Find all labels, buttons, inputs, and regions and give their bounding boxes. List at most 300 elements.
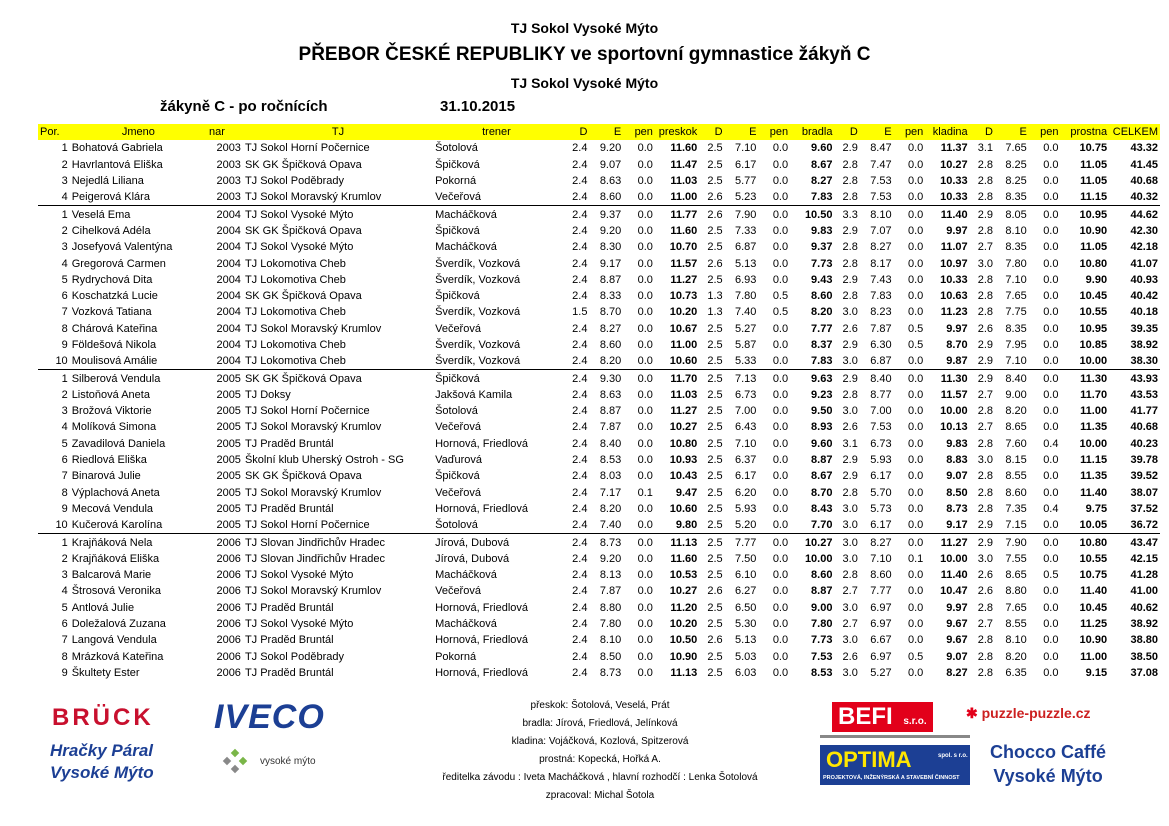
table-row: [38, 632, 1160, 648]
col-beam-pen-cell: 0.0: [894, 206, 926, 223]
col-bars-e-cell: 5.87: [735, 339, 757, 351]
col-club-cell: SK GK Špičková Opava: [243, 370, 433, 387]
col-vault-pen-cell: 0.0: [637, 569, 653, 582]
col-overall-total-cell: 43.93: [1109, 370, 1160, 387]
col-bars-total-cell: 8.67: [811, 470, 833, 483]
col-vault-d-cell: 2.4: [572, 257, 588, 270]
col-coach-cell: Šverdík, Vozková: [435, 273, 521, 286]
judges-beam: kladina: Vojáčková, Kozlová, Spitzerová: [511, 736, 689, 747]
col-floor-d-cell: 3.0: [977, 257, 993, 270]
col-vault-total-cell: 10.27: [669, 421, 698, 434]
table-row: [38, 583, 1160, 599]
col-bars-pen-cell: 0.0: [772, 388, 789, 401]
col-bars-d-cell: 2.5: [707, 158, 723, 171]
col-overall-total-cell: 40.18: [1130, 306, 1158, 319]
col-club-cell: TJ Sokol Moravský Krumlov: [244, 421, 382, 434]
col-vault-d-cell: 2.4: [572, 618, 588, 631]
col-birth-year-cell: 2006: [216, 569, 241, 582]
col-bars-e-cell: 6.43: [735, 421, 757, 434]
col-floor-total-cell: 10.80: [1079, 257, 1108, 270]
diamond-pattern-icon: [218, 748, 258, 778]
col-rank-cell: 3: [61, 405, 68, 418]
col-vault-d-cell: 2.4: [572, 158, 588, 171]
table-row: [38, 419, 1160, 435]
col-vault-total-cell: 11.77: [655, 206, 699, 223]
col-beam-e-cell: 7.53: [870, 175, 892, 188]
col-beam-d-cell: 3.0: [842, 355, 858, 368]
col-vault-e-cell: 8.27: [599, 322, 622, 335]
col-rank-cell: 2: [61, 158, 68, 171]
col-bars-total-cell: 9.63: [790, 370, 834, 387]
col-bars-e-cell: 7.40: [735, 306, 757, 319]
col-bars-d-cell: 2.5: [699, 534, 724, 551]
col-floor-d-cell: 2.6: [977, 569, 993, 582]
col-floor-total-cell: 11.00: [1080, 405, 1108, 418]
col-floor-d-cell: 2.9: [970, 206, 995, 223]
col-vault-pen-cell: 0.0: [637, 502, 653, 515]
puzzle-logo: [966, 705, 1091, 722]
col-bars-total-cell: 9.83: [811, 224, 833, 237]
puzzle-piece-icon: ✱: [966, 705, 978, 721]
col-beam-d-cell: 3.0: [842, 519, 858, 532]
col-birth-year-cell: 2004: [216, 273, 241, 286]
col-bars-e-cell: 6.73: [735, 388, 757, 401]
table-row: [38, 567, 1160, 583]
col-bars-d-cell: 2.6: [707, 191, 723, 204]
col-club-cell: TJ Slovan Jindřichův Hradec: [244, 552, 385, 565]
hracky-line-1: Hračky Páral: [50, 741, 154, 760]
col-bars-total-cell: 7.53: [811, 650, 833, 663]
col-vault-pen-cell: 0.0: [637, 290, 653, 303]
col-overall-total-cell: 40.62: [1130, 601, 1158, 614]
col-floor-total-cell: 11.15: [1080, 191, 1108, 204]
col-vault-e-cell: 8.53: [599, 454, 622, 467]
befi-logo: [832, 702, 933, 732]
col-birth-year-cell: 2004: [216, 224, 241, 237]
table-row: [38, 403, 1160, 419]
col-beam-e-cell: 5.93: [870, 454, 892, 467]
col-bars-e-cell: 6.37: [735, 454, 757, 467]
col-floor-e-cell: 8.10: [1005, 634, 1027, 647]
col-birth-year-cell: 2006: [216, 601, 241, 614]
col-vault-pen-cell: 0.0: [637, 585, 653, 598]
col-vault-pen-cell: 0.0: [637, 618, 653, 631]
col-floor-total-cell: 11.00: [1080, 650, 1108, 663]
col-floor-total-cell: 10.90: [1079, 224, 1108, 237]
col-beam-d-header: D: [834, 124, 859, 140]
col-club-cell: TJ Praděd Bruntál: [244, 502, 334, 515]
col-vault-e-cell: 9.37: [589, 206, 623, 223]
col-floor-e-cell: 9.00: [1005, 388, 1027, 401]
col-beam-total-cell: 8.70: [946, 339, 968, 351]
col-floor-pen-cell: 0.0: [1043, 191, 1059, 204]
col-vault-d-cell: 2.4: [572, 322, 588, 335]
col-bars-e-cell: 5.03: [735, 650, 757, 663]
col-vault-d-cell: 2.4: [572, 290, 588, 303]
col-vault-e-cell: 8.87: [599, 273, 622, 286]
col-beam-e-cell: 7.53: [870, 191, 892, 204]
col-name-cell: Brožová Viktorie: [71, 405, 152, 418]
col-beam-e-cell: 6.97: [870, 650, 892, 663]
col-birth-year-cell: 2003: [216, 158, 241, 171]
col-floor-total-cell: 11.40: [1080, 585, 1108, 598]
table-row: [38, 353, 1160, 370]
col-birth-year-cell: 2006: [216, 585, 241, 598]
col-bars-total-cell: 8.53: [811, 666, 833, 679]
col-floor-e-cell: 8.40: [995, 370, 1029, 387]
col-bars-pen-cell: 0.0: [772, 601, 789, 614]
col-floor-total-cell: 9.15: [1085, 666, 1108, 679]
col-name-cell: Peigerová Klára: [71, 191, 150, 204]
col-beam-e-cell: 6.97: [870, 601, 892, 614]
col-vault-pen-cell: 0.0: [637, 142, 653, 155]
judges-bars: bradla: Jírová, Friedlová, Jelínková: [522, 718, 678, 729]
col-bars-pen-cell: 0.0: [772, 355, 789, 368]
col-club-cell: TJ Sokol Horní Počernice: [244, 519, 370, 532]
col-vault-pen-cell: 0.0: [637, 175, 653, 188]
col-rank-cell: 10: [55, 355, 68, 368]
col-name-cell: Nejedlá Liliana: [71, 175, 144, 188]
col-name-cell: Binarová Julie: [71, 470, 141, 483]
col-beam-pen-header: pen: [894, 124, 926, 140]
col-rank-cell: 1: [38, 534, 70, 551]
col-name-cell: Gregorová Carmen: [71, 257, 166, 270]
col-beam-total-cell: 10.27: [940, 158, 968, 171]
befi-suffix: s.r.o.: [903, 716, 927, 727]
col-birth-year-cell: 2005: [216, 405, 241, 418]
col-floor-d-cell: 2.7: [977, 421, 993, 434]
col-floor-pen-cell: 0.0: [1043, 322, 1059, 335]
col-coach-cell: Špičková: [435, 470, 480, 483]
col-floor-total-cell: 11.25: [1080, 618, 1108, 631]
col-beam-total-cell: 8.83: [946, 454, 968, 467]
table-row: [38, 370, 1160, 387]
col-bars-pen-cell: 0.0: [772, 634, 789, 647]
col-coach-cell: Macháčková: [435, 618, 497, 631]
col-floor-pen-cell: 0.0: [1043, 618, 1059, 631]
col-bars-pen-cell: 0.5: [772, 290, 789, 303]
col-floor-pen-cell: 0.0: [1029, 370, 1061, 387]
col-bars-e-cell: 7.00: [735, 405, 757, 418]
col-floor-pen-cell: 0.0: [1043, 158, 1059, 171]
col-coach-cell: Hornová, Friedlová: [435, 601, 529, 614]
col-bars-total-cell: 8.20: [811, 306, 833, 319]
col-vault-e-cell: 8.63: [599, 388, 622, 401]
col-floor-pen-cell: 0.0: [1043, 454, 1059, 467]
col-overall-total-cell: 39.78: [1130, 454, 1158, 467]
col-bars-pen-cell: 0.0: [772, 552, 789, 565]
col-birth-year-cell: 2005: [216, 421, 241, 434]
col-floor-e-cell: 7.75: [1005, 306, 1027, 319]
results-body: [38, 140, 1160, 681]
col-vault-d-cell: 2.4: [572, 552, 588, 565]
judges-floor: prostná: Kopecká, Hořká A.: [539, 754, 661, 765]
col-floor-pen-cell: 0.0: [1043, 142, 1059, 155]
col-rank-cell: 1: [38, 206, 70, 223]
col-beam-e-cell: 7.87: [870, 322, 892, 335]
col-beam-d-cell: 3.0: [842, 601, 858, 614]
col-beam-e-cell: 6.30: [870, 339, 892, 351]
col-floor-d-cell: 3.1: [977, 142, 993, 155]
col-beam-total-cell: 11.40: [925, 206, 969, 223]
col-beam-e-cell: 7.07: [870, 224, 892, 237]
col-floor-e-cell: 8.55: [1005, 470, 1027, 483]
col-birth-year-cell: 2006: [207, 534, 243, 551]
col-floor-e-cell: 8.20: [1005, 650, 1027, 663]
col-bars-d-cell: 2.5: [707, 601, 723, 614]
col-vault-e-cell: 8.13: [599, 569, 622, 582]
col-bars-d-cell: 2.5: [707, 486, 723, 499]
col-birth-year-cell: 2006: [216, 552, 241, 565]
col-floor-pen-cell: 0.0: [1043, 405, 1059, 418]
col-beam-total-cell: 8.73: [946, 502, 968, 515]
col-overall-total-cell: 43.53: [1130, 388, 1158, 401]
col-rank-cell: 2: [61, 388, 68, 401]
col-club-cell: Školní klub Uherský Ostroh - SG: [244, 454, 404, 467]
col-bars-total-cell: 8.70: [811, 486, 833, 499]
col-overall-total-cell: 44.62: [1109, 206, 1160, 223]
col-floor-e-cell: 7.15: [1005, 519, 1027, 532]
col-rank-cell: 5: [61, 601, 68, 614]
table-row: [38, 600, 1160, 616]
col-floor-e-cell: 7.65: [1005, 142, 1027, 155]
col-floor-e-cell: 7.80: [1005, 257, 1027, 270]
col-floor-e-cell: 8.80: [1005, 585, 1027, 598]
col-beam-d-cell: 3.0: [842, 666, 858, 679]
col-vault-total-cell: 10.53: [669, 569, 698, 582]
col-floor-pen-cell: 0.0: [1043, 601, 1059, 614]
col-floor-pen-cell: 0.0: [1043, 306, 1059, 319]
col-vault-total-cell: 10.27: [669, 585, 698, 598]
col-vault-pen-cell: 0.0: [637, 470, 653, 483]
col-beam-d-cell: 2.8: [842, 388, 858, 401]
col-bars-e-cell: 5.23: [735, 191, 757, 204]
col-beam-pen-cell: 0.0: [908, 421, 924, 434]
col-beam-total-cell: 11.37: [940, 142, 968, 155]
col-name-cell: Chárová Kateřina: [71, 322, 158, 335]
col-vault-e-cell: 8.03: [599, 470, 622, 483]
col-beam-d-cell: 3.3: [834, 206, 859, 223]
col-beam-pen-cell: 0.0: [908, 388, 924, 401]
col-bars-d-cell: 2.5: [707, 666, 723, 679]
col-floor-d-cell: 2.9: [977, 339, 993, 351]
col-floor-pen-cell: 0.0: [1043, 519, 1059, 532]
col-bars-e-cell: 6.17: [735, 470, 757, 483]
col-bars-pen-cell: 0.0: [772, 666, 789, 679]
col-floor-d-cell: 2.9: [977, 355, 993, 368]
col-floor-d-cell: 2.8: [977, 634, 993, 647]
col-vault-d-cell: 2.4: [572, 585, 588, 598]
col-vault-pen-cell: 0.0: [637, 405, 653, 418]
col-vault-pen-cell: 0.0: [637, 437, 653, 450]
col-floor-pen-cell: 0.0: [1043, 634, 1059, 647]
col-beam-pen-cell: 0.5: [908, 650, 924, 663]
col-name-cell: Rydrychová Dita: [71, 273, 153, 286]
col-beam-d-cell: 2.6: [842, 650, 858, 663]
col-floor-pen-cell: 0.4: [1043, 502, 1059, 515]
col-rank-cell: 10: [55, 519, 68, 532]
col-vault-pen-cell: 0.0: [623, 206, 655, 223]
col-beam-d-cell: 3.1: [842, 437, 858, 450]
col-floor-d-cell: 2.6: [977, 585, 993, 598]
col-club-cell: TJ Praděd Bruntál: [244, 437, 334, 450]
col-vault-d-cell: 2.4: [572, 241, 588, 254]
col-club-cell: TJ Sokol Horní Počernice: [244, 142, 370, 155]
col-rank-header: Por.: [38, 124, 70, 140]
col-floor-d-cell: 2.7: [977, 388, 993, 401]
col-birth-year-cell: 2004: [216, 322, 241, 335]
col-overall-total-cell: 41.77: [1130, 405, 1158, 418]
col-floor-e-cell: 8.65: [1005, 421, 1027, 434]
col-rank-cell: 7: [61, 634, 68, 647]
col-vault-e-cell: 9.30: [589, 370, 623, 387]
col-bars-total-cell: 8.27: [811, 175, 833, 188]
col-bars-pen-cell: 0.0: [758, 370, 790, 387]
col-floor-total-cell: 11.30: [1060, 370, 1109, 387]
col-beam-total-cell: 9.97: [946, 224, 968, 237]
col-beam-d-cell: 2.9: [842, 339, 858, 351]
col-beam-e-cell: 6.97: [870, 618, 892, 631]
col-bars-e-cell: 7.50: [735, 552, 757, 565]
col-beam-pen-cell: 0.0: [908, 241, 924, 254]
col-rank-cell: 8: [61, 486, 68, 499]
col-beam-d-cell: 2.6: [842, 322, 858, 335]
col-coach-cell: Pokorná: [435, 650, 477, 663]
col-bars-d-cell: 2.5: [707, 355, 723, 368]
col-floor-total-cell: 10.55: [1079, 306, 1108, 319]
col-vault-e-cell: 8.80: [599, 601, 622, 614]
col-vault-d-cell: 2.4: [560, 370, 590, 387]
col-bars-total-cell: 9.43: [811, 273, 833, 286]
col-floor-e-cell: 7.60: [1005, 437, 1027, 450]
col-bars-total-cell: 8.87: [811, 454, 833, 467]
col-birth-year-cell: 2006: [216, 634, 241, 647]
col-vault-d-cell: 2.4: [572, 601, 588, 614]
col-overall-total-cell: 38.92: [1130, 618, 1158, 631]
col-floor-pen-cell: 0.0: [1043, 650, 1059, 663]
col-club-cell: TJ Sokol Vysoké Mýto: [244, 618, 354, 631]
col-name-cell: Vozková Tatiana: [71, 306, 152, 319]
col-beam-total-header: kladina: [925, 124, 969, 140]
col-beam-d-cell: 3.0: [842, 306, 858, 319]
col-vault-total-cell: 11.27: [670, 405, 698, 418]
col-beam-pen-cell: 0.0: [908, 355, 924, 368]
col-beam-total-cell: 10.13: [940, 421, 968, 434]
col-bars-e-cell: 7.77: [725, 534, 759, 551]
col-name-cell: Štrosová Veronika: [71, 585, 161, 598]
col-beam-pen-cell: 0.0: [908, 142, 924, 155]
col-beam-d-cell: 2.9: [842, 454, 858, 467]
col-coach-cell: Macháčková: [435, 241, 497, 254]
table-row: [38, 239, 1160, 255]
col-floor-e-cell: 8.60: [1005, 486, 1027, 499]
table-row: [38, 157, 1160, 173]
col-floor-d-cell: 2.8: [977, 306, 993, 319]
col-bars-pen-cell: 0.0: [772, 569, 789, 582]
col-beam-d-cell: 3.0: [842, 552, 858, 565]
col-rank-cell: 4: [61, 585, 68, 598]
col-bars-pen-cell: 0.0: [772, 405, 789, 418]
col-vault-total-cell: 10.60: [669, 502, 698, 515]
col-beam-e-cell: 8.27: [860, 534, 894, 551]
col-bars-pen-cell: 0.0: [758, 534, 790, 551]
col-vault-d-cell: 2.4: [572, 454, 588, 467]
col-floor-d-cell: 2.8: [977, 191, 993, 204]
col-bars-d-cell: 2.5: [707, 552, 723, 565]
col-vault-total-cell: 11.03: [670, 388, 698, 401]
col-floor-e-cell: 7.90: [995, 534, 1029, 551]
table-row: [38, 321, 1160, 337]
col-vault-d-cell: 2.4: [572, 569, 588, 582]
col-floor-total-cell: 10.85: [1079, 339, 1108, 351]
col-rank-cell: 1: [61, 142, 68, 155]
vysoke-myto-logo: [218, 748, 368, 778]
col-beam-pen-cell: 0.0: [908, 470, 924, 483]
col-coach-cell: Pokorná: [435, 175, 477, 188]
col-vault-e-cell: 8.70: [599, 306, 622, 319]
col-vault-pen-cell: 0.0: [637, 322, 653, 335]
col-beam-pen-cell: 0.0: [908, 618, 924, 631]
col-birth-year-cell: 2004: [216, 339, 241, 351]
col-overall-total-cell: 38.07: [1130, 486, 1158, 499]
col-vault-e-cell: 8.87: [599, 405, 622, 418]
col-rank-cell: 8: [61, 650, 68, 663]
col-overall-total-cell: 42.15: [1130, 552, 1158, 565]
col-bars-pen-cell: 0.0: [772, 519, 789, 532]
judges-vault: přeskok: Šotolová, Veselá, Prát: [530, 700, 670, 711]
col-bars-d-cell: 2.6: [699, 206, 724, 223]
col-vault-total-cell: 10.73: [669, 290, 698, 303]
col-floor-total-cell: 9.75: [1085, 502, 1108, 515]
col-overall-total-cell: 38.80: [1130, 634, 1158, 647]
col-bars-e-cell: 5.93: [735, 502, 757, 515]
col-bars-pen-cell: 0.0: [772, 585, 789, 598]
col-club-cell: TJ Doksy: [244, 388, 291, 401]
col-bars-pen-cell: 0.0: [772, 650, 789, 663]
col-beam-total-cell: 8.27: [946, 666, 968, 679]
col-floor-d-cell: 2.9: [970, 534, 995, 551]
officials-line: ředitelka závodu : Iveta Macháčková , hlavní rozhodčí : Lenka Šotolová: [442, 772, 758, 783]
col-beam-total-cell: 10.33: [940, 191, 968, 204]
col-vault-total-cell: 11.00: [670, 339, 698, 351]
col-floor-total-cell: 11.15: [1080, 454, 1108, 467]
col-floor-total-cell: 10.05: [1079, 519, 1108, 532]
col-bars-pen-cell: 0.0: [772, 618, 789, 631]
col-overall-total-cell: 38.92: [1130, 339, 1158, 351]
col-vault-d-cell: 2.4: [572, 405, 588, 418]
col-floor-e-cell: 8.20: [1005, 405, 1027, 418]
col-beam-e-cell: 8.40: [860, 370, 894, 387]
col-bars-e-cell: 5.13: [735, 257, 757, 270]
col-vault-e-cell: 8.30: [599, 241, 622, 254]
col-vault-e-cell: 7.17: [599, 486, 622, 499]
col-bars-e-cell: 7.33: [735, 224, 757, 237]
col-floor-pen-cell: 0.0: [1043, 241, 1059, 254]
col-club-header: TJ: [243, 124, 433, 140]
col-name-cell: Josefyová Valentýna: [71, 241, 173, 254]
col-beam-total-cell: 11.23: [940, 306, 968, 319]
col-club-cell: TJ Sokol Poděbrady: [244, 175, 344, 188]
col-vault-e-cell: 8.40: [599, 437, 622, 450]
col-bars-pen-cell: 0.0: [772, 158, 789, 171]
col-bars-total-cell: 9.60: [811, 142, 833, 155]
col-beam-e-header: E: [860, 124, 894, 140]
col-coach-cell: Šverdík, Vozková: [435, 355, 521, 368]
col-beam-total-cell: 10.97: [940, 257, 968, 270]
col-beam-total-cell: 9.97: [946, 322, 968, 335]
col-beam-total-cell: 10.33: [940, 273, 968, 286]
col-floor-e-cell: 8.25: [1005, 158, 1027, 171]
